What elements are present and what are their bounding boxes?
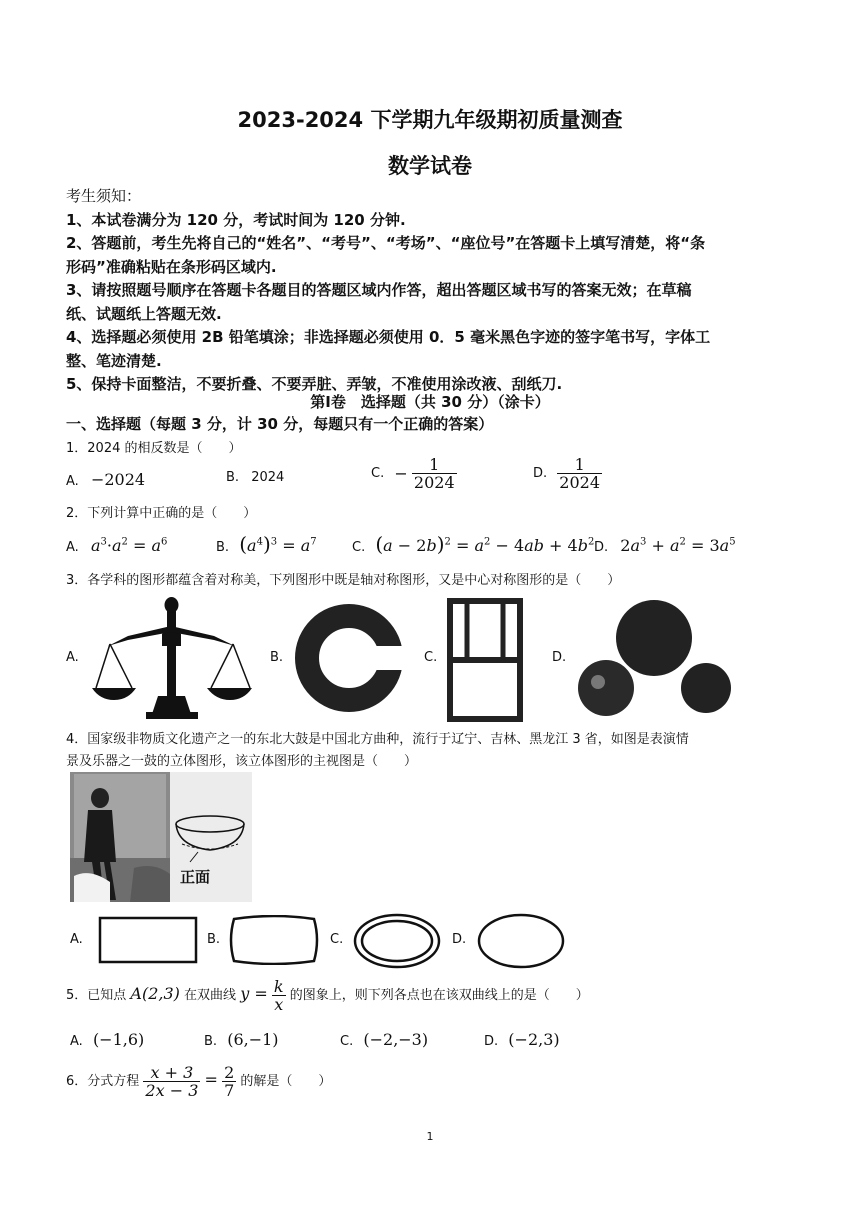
notice-line: 整、笔迹清楚. xyxy=(66,351,162,370)
q1-option-d[interactable]: D. $\frac{1}{2024}$ xyxy=(533,455,601,492)
q2-option-a[interactable]: A. $a^3\cdot a^2 = a^6$ xyxy=(66,536,168,555)
q4-option-a-shape[interactable] xyxy=(97,915,199,965)
q3-label-b: B. xyxy=(270,650,284,665)
section-heading: 一、选择题（每题 3 分，计 30 分，每题只有一个正确的答案） xyxy=(66,415,494,433)
notice-line: 3、请按照题号顺序在答题卡各题目的答题区域内作答，超出答题区域书写的答案无效；在草稿 xyxy=(66,281,692,299)
q3-window-image[interactable] xyxy=(447,598,523,722)
q4-option-b-shape[interactable] xyxy=(228,915,320,965)
q3-label-a: A. xyxy=(66,650,79,665)
q2-stem: 2．下列计算中正确的是（ ） xyxy=(66,506,257,521)
notice-line: 形码”准确粘贴在条形码区域内. xyxy=(66,257,277,276)
notice-line: 1、本试卷满分为 120 分，考试时间为 120 分钟. xyxy=(66,210,406,229)
q3-circles-image[interactable] xyxy=(576,598,732,720)
notice-line: 4、选择题必须使用 2B 铅笔填涂；非选择题必须使用 0．5 毫米黑色字迹的签字笔书写，字体工 xyxy=(66,328,711,346)
q4-label-c: C. xyxy=(330,932,344,947)
q4-label-d: D. xyxy=(452,932,467,947)
q1-option-a[interactable]: A. −2024 xyxy=(66,470,146,489)
page-number: 1 xyxy=(426,1130,434,1143)
notice-line: 纸、试题纸上答题无效. xyxy=(66,304,222,323)
q4-photo-caption: 正面 xyxy=(180,868,211,886)
q3-scale-image[interactable] xyxy=(88,596,256,720)
q4-option-d-shape[interactable] xyxy=(476,912,566,970)
q5-option-c[interactable]: C. (−2,−3) xyxy=(340,1030,429,1049)
q4-stem-line1: 4．国家级非物质文化遗产之一的东北大鼓是中国北方曲种，流行于辽宁、吉林、黑龙江 3 省，如图是表演情 xyxy=(66,732,689,747)
q2-option-b[interactable]: B. $(a^4)^3 = a^7$ xyxy=(216,532,317,556)
exam-subtitle: 数学试卷 xyxy=(388,154,472,178)
q5-option-b[interactable]: B. (6,−1) xyxy=(204,1030,279,1049)
q3-ring-image[interactable] xyxy=(293,602,405,714)
volume-heading: 第Ⅰ卷 选择题（共 30 分）（涂卡） xyxy=(310,393,550,411)
q4-label-a: A. xyxy=(70,932,83,947)
q4-performance-photo xyxy=(70,772,252,902)
q6-stem: 6．分式方程 $\frac{x + 3}{2x - 3}$ = $\frac{2}{7}$ 的解是（ ） xyxy=(66,1063,332,1100)
q2-option-d[interactable]: D. $2a^3 + a^2 = 3a^5$ xyxy=(594,536,736,555)
notice-line: 2、答题前，考生先将自己的“姓名”、“考号”、“考场”、“座位号”在答题卡上填写清楚，将“条 xyxy=(66,234,706,252)
q3-label-d: D. xyxy=(552,650,567,665)
q4-option-c-shape[interactable] xyxy=(352,912,442,970)
q1-stem: 1．2024 的相反数是（ ） xyxy=(66,441,242,456)
exam-title: 2023-2024 下学期九年级期初质量测查 xyxy=(237,108,623,132)
q2-option-c[interactable]: C. $(a - 2b)^2 = a^2 - 4ab + 4b^2$ xyxy=(352,532,595,556)
q3-stem: 3．各学科的图形都蕴含着对称美，下列图形中既是轴对称图形，又是中心对称图形的是（ ） xyxy=(66,573,621,588)
q4-stem-line2: 景及乐器之一鼓的立体图形，该立体图形的主视图是（ ） xyxy=(66,754,418,769)
notice-block xyxy=(66,185,796,397)
q4-label-b: B. xyxy=(207,932,221,947)
q3-label-c: C. xyxy=(424,650,438,665)
q5-option-a[interactable]: A. (−1,6) xyxy=(70,1030,145,1049)
notice-line: 5、保持卡面整洁，不要折叠、不要弄脏、弄皱，不准使用涂改液、刮纸刀. xyxy=(66,375,563,393)
notice-heading: 考生须知： xyxy=(66,187,142,205)
q1-option-c[interactable]: C. − $\frac{1}{2024}$ xyxy=(371,455,455,492)
q5-option-d[interactable]: D. (−2,3) xyxy=(484,1030,560,1049)
q5-stem: 5．已知点 A(2,3) 在双曲线 y = $\frac{k}{x}$ 的图象上，则下列各点也在该双曲线上的是（ ） xyxy=(66,977,589,1014)
q1-option-b[interactable]: B. 2024 xyxy=(226,470,285,485)
